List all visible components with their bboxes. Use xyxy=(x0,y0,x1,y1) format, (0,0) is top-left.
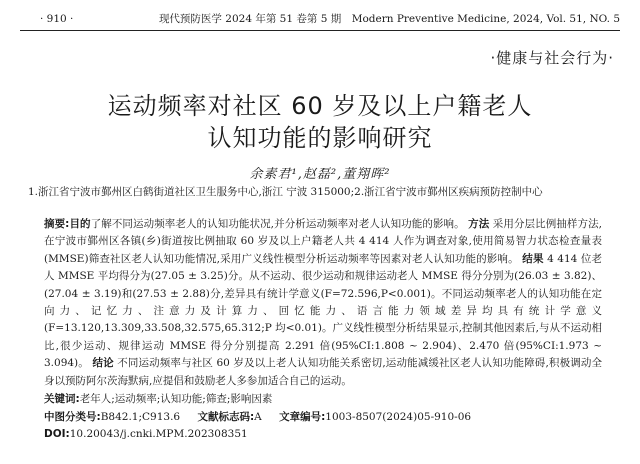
keywords-label: 关键词: xyxy=(44,393,80,405)
running-header xyxy=(20,8,620,31)
abstract-results: 4 414 位老人 MMSE 平均得分为(27.05 ± 3.25)分。从不运动、很少运动和规律运动老人 MMSE 得分分别为(26.03 ± 3.82)、(27.04 ± 3.19)和(27.53 ± 2.88)分,差异具有统计学意义(F=72.596,P<0.001)。不同运动频率老人的认知功能在定向力、记忆力、注意力及计算力、回忆能力、语言能力领域差异均具有统计学意义(F=13.120,13.309,33.508,32.575,65.312;P 均<0.01)。广义线性模型分析结果显示,控制其他因素后,与从不运动相比,很少运动、规律运动 MMSE 得分分别提高 2.291 倍(95%CI:1.808 ~ 2.904)、2.470 倍(95%CI:1.973 ~ 3.094)。 xyxy=(44,252,603,370)
conclusion-label: 结论 xyxy=(92,357,114,370)
abstract xyxy=(44,216,602,390)
doc-code-value: A xyxy=(254,411,262,423)
keywords-value: 老年人;运动频率;认知功能;筛查;影响因素 xyxy=(79,393,273,405)
journal-info: 现代预防医学 2024 年第 51 卷第 5 期 Modern Preventive Medicine, 2024, Vol. 51, NO. 5 xyxy=(158,13,620,25)
abstract-label: 摘要:目的 xyxy=(44,218,91,230)
keywords-line xyxy=(44,391,604,406)
affiliations: 1.浙江省宁波市鄞州区白鹤街道社区卫生服务中心,浙江 宁波 315000;2.浙江省宁波市鄞州区疾病预防控制中心 xyxy=(28,186,543,198)
classification-line xyxy=(44,409,604,424)
doc-code-label: 文献标志码: xyxy=(197,411,255,423)
doi-label: DOI: xyxy=(44,428,70,440)
abstract-methods: 采用分层比例抽样方法,在宁波市鄞州区各镇(乡)街道按比例抽取 60 岁及以上户籍老人共 4 414 人作为调查对象,使用简易智力状态检查量表(MMSE)筛查社区老人认知功能情况,采用广义线性模型分析运动频率等因素对老人认知功能的影响。 xyxy=(44,218,603,265)
methods-label: 方法 xyxy=(468,218,490,230)
doi-value[interactable]: 10.20043/j.cnki.MPM.202308351 xyxy=(69,428,248,440)
clc-value: B842.1;C913.6 xyxy=(100,411,181,423)
authors: 余素君¹,赵磊²,董翔晖² xyxy=(249,167,391,182)
article-number-value: 1003-8507(2024)05-910-06 xyxy=(325,411,472,423)
article-number-label: 文章编号: xyxy=(279,411,326,423)
abstract-conclusion: 不同运动频率与社区 60 岁及以上老人认知功能关系密切,运动能减缓社区老人认知功能障碍,积极调动全身以预防阿尔茨海默病,应提倡和鼓励老人多参加适合自己的运动。 xyxy=(44,357,603,387)
section-tag: ·健康与社会行为· xyxy=(490,49,614,67)
results-label: 结果 xyxy=(522,252,544,265)
clc-label: 中图分类号: xyxy=(44,411,101,423)
article-title-line-1: 运动频率对社区 60 岁及以上户籍老人 xyxy=(107,92,533,120)
abstract-purpose: 了解不同运动频率老人的认知功能状况,并分析运动频率对老人认知功能的影响。 xyxy=(90,218,465,230)
page-number: · 910 · xyxy=(40,13,74,25)
doi-line xyxy=(44,428,604,440)
article-title-line-2: 认知功能的影响研究 xyxy=(207,124,433,152)
